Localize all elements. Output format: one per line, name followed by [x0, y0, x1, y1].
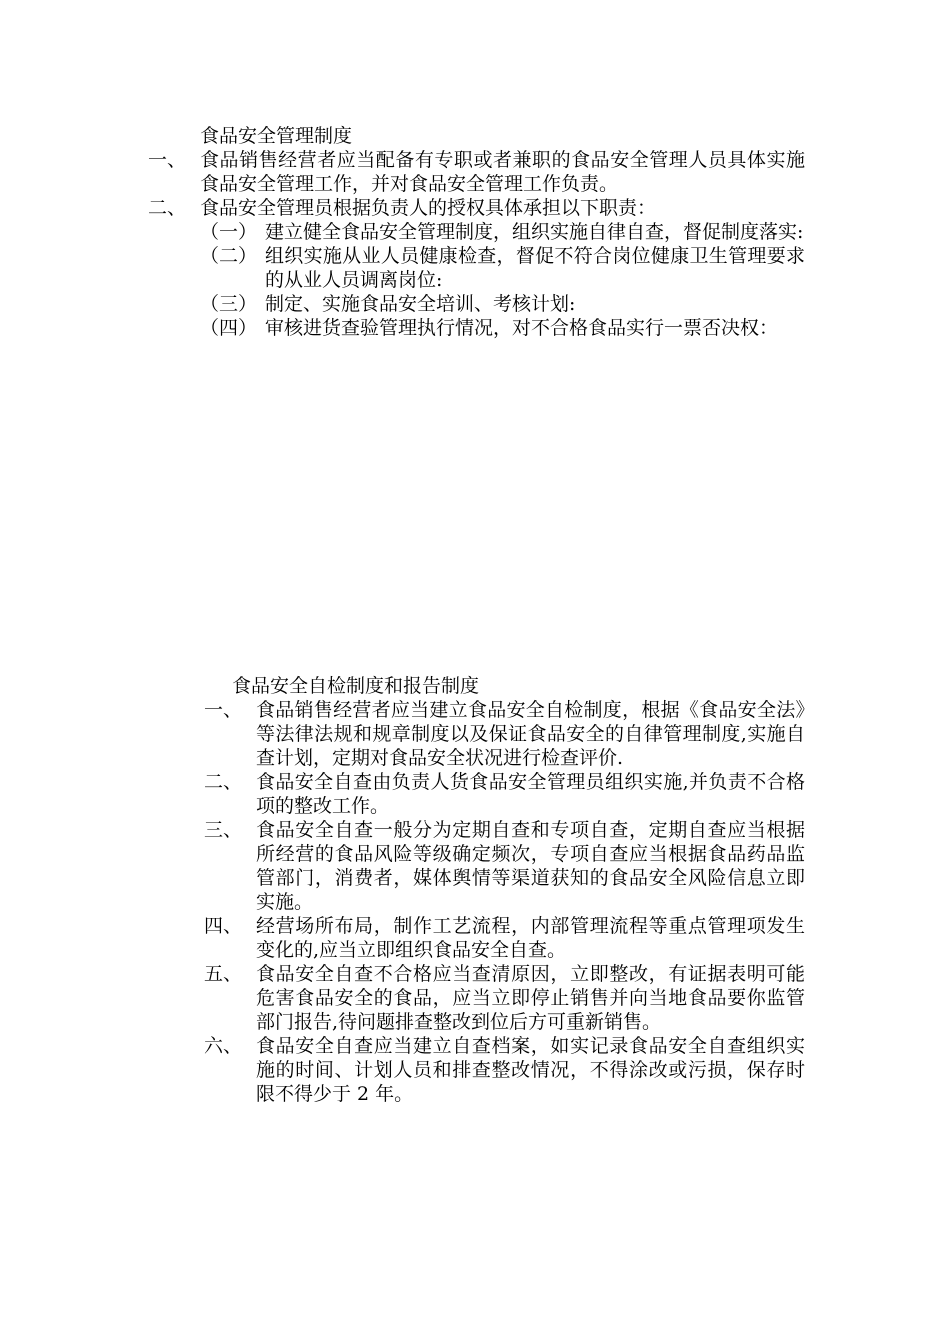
item-text: 食品销售经营者应当建立食品安全自检制度，根据《食品安全法》等法律法规和规章制度以及保证食品安全的自律管理制度,实施自查计划，定期对食品安全状况进行检查评价.	[256, 699, 805, 769]
sub-item-marker: （三）	[200, 293, 258, 315]
item-text: 食品安全自查应当建立自查档案，如实记录食品安全自查组织实施的时间、计划人员和排查整改情况，不得涂改或污损，保存时限不得少于 2 年。	[256, 1035, 805, 1105]
item-marker: 五、	[204, 963, 243, 985]
self-inspection-section	[196, 674, 805, 1106]
sub-item-marker: （四）	[200, 317, 258, 339]
sub-item-marker: （二）	[200, 245, 258, 267]
list-item	[140, 148, 805, 196]
sub-item-text: 审核进货查验管理执行情况，对不合格食品实行一票否决权：	[265, 317, 779, 339]
sub-list-item	[200, 220, 805, 244]
item-text: 食品安全管理员根据负责人的授权具体承担以下职责：	[200, 197, 657, 219]
list-item	[196, 962, 805, 1034]
item-text: 经营场所布局，制作工艺流程，内部管理流程等重点管理项发生变化的,应当立即组织食品安全自查。	[256, 915, 805, 961]
list-item	[140, 196, 805, 220]
section-title: 食品安全管理制度	[200, 125, 353, 147]
list-item	[196, 1034, 805, 1106]
item-marker: 一、	[204, 699, 243, 721]
item-marker: 四、	[204, 915, 243, 937]
food-safety-management-section	[140, 124, 805, 340]
item-marker: 六、	[204, 1035, 243, 1057]
item-text: 食品安全自查一般分为定期自查和专项自查，定期自查应当根据所经营的食品风险等级确定频次，专项自查应当根据食品药品监管部门，消费者，媒体舆情等渠道获知的食品安全风险信息立即实施。	[256, 819, 805, 913]
sub-list-item	[200, 316, 805, 340]
section-title: 食品安全自检制度和报告制度	[232, 675, 480, 697]
item-marker: 二、	[204, 771, 243, 793]
item-marker: 一、	[148, 149, 187, 171]
item-text: 食品安全自查不合格应当查清原因，立即整改，有证据表明可能危害食品安全的食品，应当立即停止销售并向当地食品要你监管部门报告,待问题排查整改到位后方可重新销售。	[256, 963, 805, 1033]
item-text: 食品安全自查由负责人货食品安全管理员组织实施,并负责不合格项的整改工作。	[256, 771, 805, 817]
list-item	[196, 914, 805, 962]
sub-list-item	[200, 244, 805, 292]
sub-item-text: 制定、实施食品安全培训、考核计划:	[265, 293, 576, 315]
sub-item-marker: （一）	[200, 221, 258, 243]
item-marker: 三、	[204, 819, 243, 841]
list-item	[196, 698, 805, 770]
list-item	[196, 818, 805, 914]
item-marker: 二、	[148, 197, 187, 219]
sub-list	[140, 220, 805, 340]
item-body	[200, 196, 805, 220]
sub-item-text: 建立健全食品安全管理制度，组织实施自律自查，督促制度落实:	[265, 221, 804, 243]
item-text: 食品销售经营者应当配备有专职或者兼职的食品安全管理人员具体实施食品安全管理工作，并对食品安全管理工作负责。	[200, 149, 805, 195]
list-item	[196, 770, 805, 818]
sub-item-text: 组织实施从业人员健康检查，督促不符合岗位健康卫生管理要求的从业人员调离岗位:	[265, 245, 805, 291]
sub-list-item	[200, 292, 805, 316]
